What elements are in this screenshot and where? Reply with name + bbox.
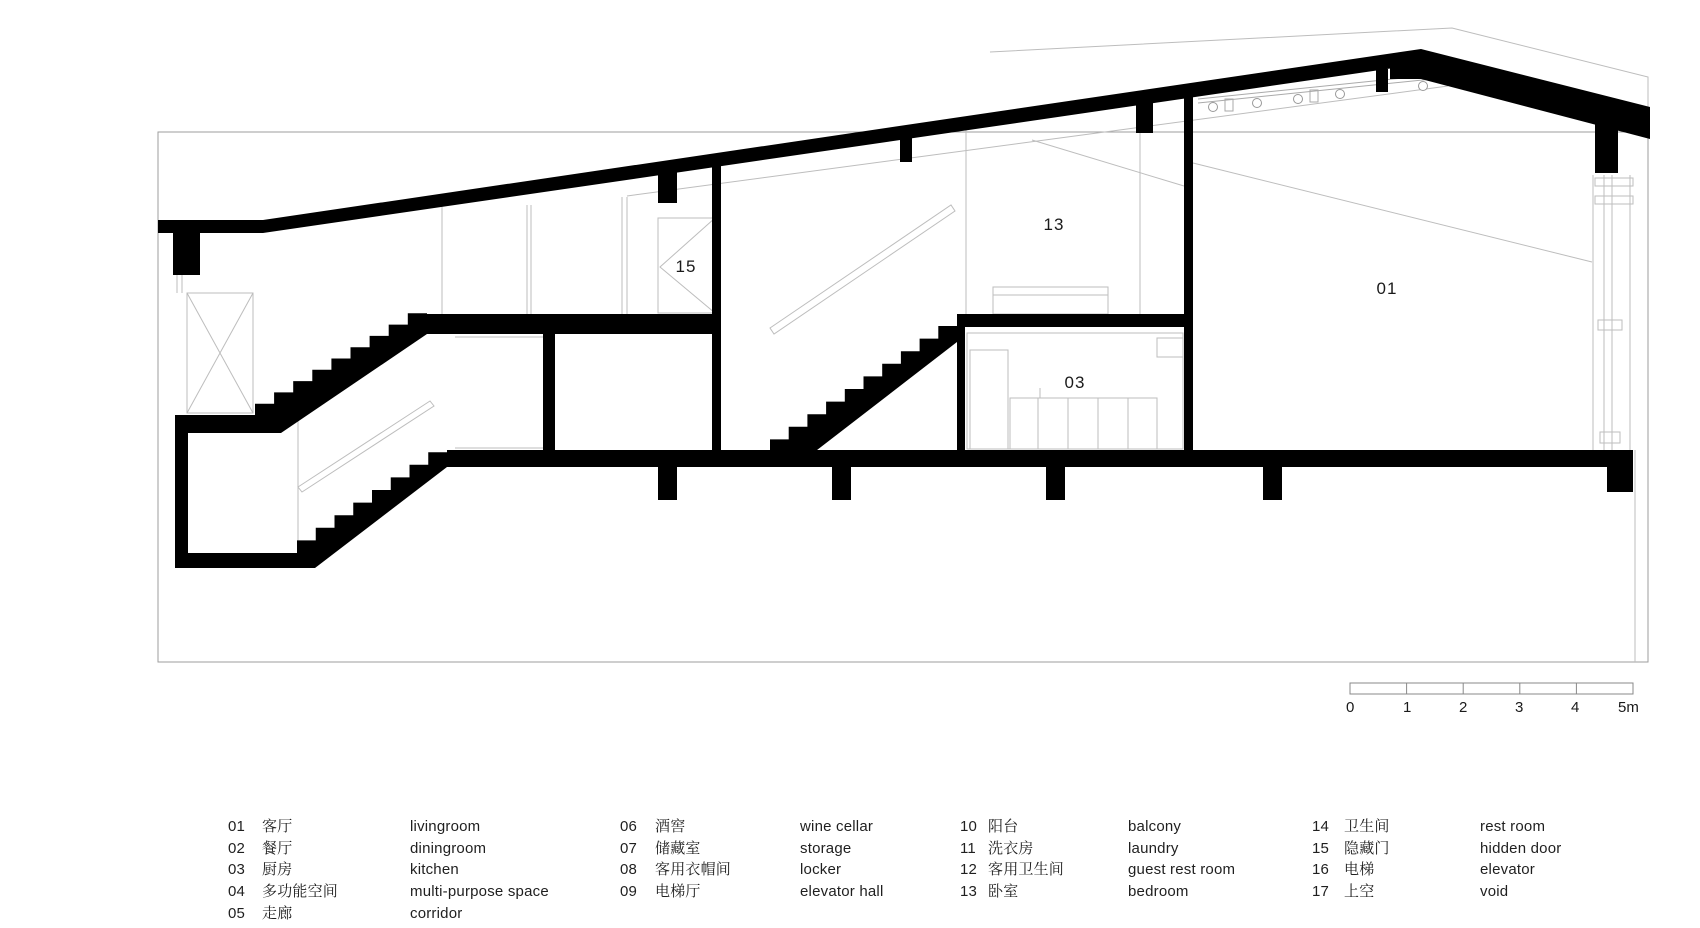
- roof-stub-c: [1136, 103, 1153, 133]
- legend-row: [1312, 859, 1561, 881]
- legend-num: 01: [228, 818, 246, 835]
- legend-num: 04: [228, 883, 246, 901]
- cut-structure: [158, 49, 1650, 568]
- legend-row: [620, 881, 883, 903]
- stair-lower-flight: [297, 452, 447, 568]
- legend-zh: 客厅: [262, 818, 293, 835]
- scale-tick-label: 1: [1403, 699, 1412, 716]
- room-labels: [676, 215, 1398, 392]
- legend-zh: 卧室: [988, 883, 1019, 901]
- legend-en: livingroom: [410, 818, 481, 835]
- legend-en: locker: [800, 861, 842, 879]
- legend-row: [620, 859, 883, 881]
- legend-zh: 客用卫生间: [988, 861, 1065, 879]
- legend-zh: 阳台: [988, 818, 1019, 835]
- wall-mid-right: [1184, 97, 1193, 450]
- legend-row: [960, 838, 1235, 860]
- legend-column-3: [960, 816, 1235, 903]
- legend-num: 11: [960, 839, 976, 857]
- roof-left-flat: [158, 220, 263, 233]
- legend-en: elevator: [1480, 861, 1535, 879]
- legend-en: diningroom: [410, 839, 487, 857]
- roof-stub-d: [1376, 69, 1388, 92]
- legend-zh: 卫生间: [1344, 818, 1390, 835]
- legend-num: 16: [1312, 861, 1330, 879]
- legend-en: wine cellar: [800, 818, 874, 835]
- legend-zh: 隐藏门: [1344, 839, 1390, 857]
- legend-en: bedroom: [1128, 883, 1189, 901]
- legend-en: multi-purpose space: [410, 883, 549, 901]
- lower-landing: [175, 553, 297, 568]
- stair-middle-flight: [770, 326, 957, 467]
- room-label-15: 15: [675, 257, 697, 276]
- legend-zh: 电梯: [1344, 861, 1375, 879]
- legend-num: 06: [620, 818, 638, 835]
- wall-below-floor: [543, 334, 555, 452]
- footing-column: [1046, 467, 1065, 500]
- upper-floor-right: [957, 314, 1184, 327]
- scale-tick-label: 5m: [1618, 699, 1639, 716]
- legend-num: 08: [620, 861, 638, 879]
- wall-far-left: [175, 415, 188, 568]
- scale-bar: [1346, 683, 1639, 716]
- legend-en: void: [1480, 883, 1509, 901]
- scale-tick-label: 0: [1346, 699, 1355, 716]
- roof-left-slope: [263, 49, 1421, 233]
- legend-row: [228, 816, 549, 838]
- shaft-cross-box: [187, 293, 253, 413]
- footing-column: [1263, 467, 1282, 500]
- legend-row: [228, 838, 549, 860]
- legend-num: 12: [960, 861, 978, 879]
- legend-en: laundry: [1128, 839, 1179, 857]
- legend-zh: 客用衣帽间: [655, 861, 732, 879]
- room-label-13: 13: [1043, 215, 1065, 234]
- legend-en: guest rest room: [1128, 861, 1236, 879]
- legend-row: [1312, 838, 1561, 860]
- ground-floor-slab: [447, 450, 1633, 467]
- scale-tick-label: 3: [1515, 699, 1524, 716]
- footing-column: [658, 467, 677, 500]
- roof-stub-a: [658, 172, 677, 203]
- legend-zh: 多功能空间: [262, 883, 339, 901]
- legend-zh: 上空: [1344, 883, 1375, 901]
- legend-row: [620, 816, 883, 838]
- roof-stub-b: [900, 138, 912, 162]
- ground-slab-end-block: [1607, 450, 1633, 492]
- bed-outline: [993, 287, 1108, 314]
- room-label-03: 03: [1064, 373, 1086, 392]
- legend-zh: 走廊: [262, 904, 293, 922]
- legend-num: 05: [228, 904, 246, 922]
- legend-en: rest room: [1480, 818, 1546, 835]
- legend-num: 13: [960, 883, 978, 901]
- legend-column-2: [620, 816, 883, 903]
- wall-mid-left: [712, 165, 721, 452]
- roof-ridge-joint: [1390, 60, 1421, 79]
- legend-zh: 电梯厅: [655, 883, 701, 901]
- gable-outline: [990, 28, 1648, 132]
- legend-en: storage: [800, 839, 852, 857]
- legend-row: [1312, 816, 1561, 838]
- legend-num: 10: [960, 818, 978, 835]
- right-eave-column: [1595, 123, 1618, 173]
- legend-en: hidden door: [1480, 839, 1562, 857]
- legend-num: 14: [1312, 818, 1330, 835]
- legend-zh: 洗衣房: [988, 839, 1034, 857]
- legend-row: [228, 903, 549, 925]
- wall-kitchen-left: [957, 327, 965, 452]
- legend-num: 09: [620, 883, 638, 901]
- legend-column-4: [1312, 816, 1561, 903]
- scale-tick-label: 4: [1571, 699, 1580, 716]
- legend-column-1: [228, 816, 549, 925]
- legend-row: [620, 838, 883, 860]
- legend-num: 02: [228, 839, 246, 857]
- legend-row: [960, 859, 1235, 881]
- footing-column: [832, 467, 851, 500]
- legend-en: balcony: [1128, 818, 1182, 835]
- legend-row: [960, 881, 1235, 903]
- legend-en: kitchen: [410, 861, 459, 879]
- legend-row: [228, 881, 549, 903]
- left-eave-column: [173, 233, 200, 275]
- scale-tick-label: 2: [1459, 699, 1468, 716]
- legend-zh: 餐厅: [262, 839, 293, 857]
- stair-left-flight: [175, 313, 427, 433]
- legend-num: 15: [1312, 839, 1330, 857]
- room-label-01: 01: [1376, 279, 1398, 298]
- legend-zh: 酒窖: [655, 818, 686, 835]
- legend-row: [1312, 881, 1561, 903]
- legend-zh: 厨房: [262, 861, 293, 879]
- legend-num: 07: [620, 839, 638, 857]
- upper-floor-left: [427, 314, 715, 334]
- legend-en: elevator hall: [800, 883, 884, 901]
- window-mullions: [1593, 175, 1633, 450]
- legend-zh: 储藏室: [655, 839, 701, 857]
- legend-num: 03: [228, 861, 246, 879]
- legend-row: [228, 859, 549, 881]
- legend-row: [960, 816, 1235, 838]
- legend-num: 17: [1312, 883, 1330, 901]
- legend-en: corridor: [410, 904, 463, 922]
